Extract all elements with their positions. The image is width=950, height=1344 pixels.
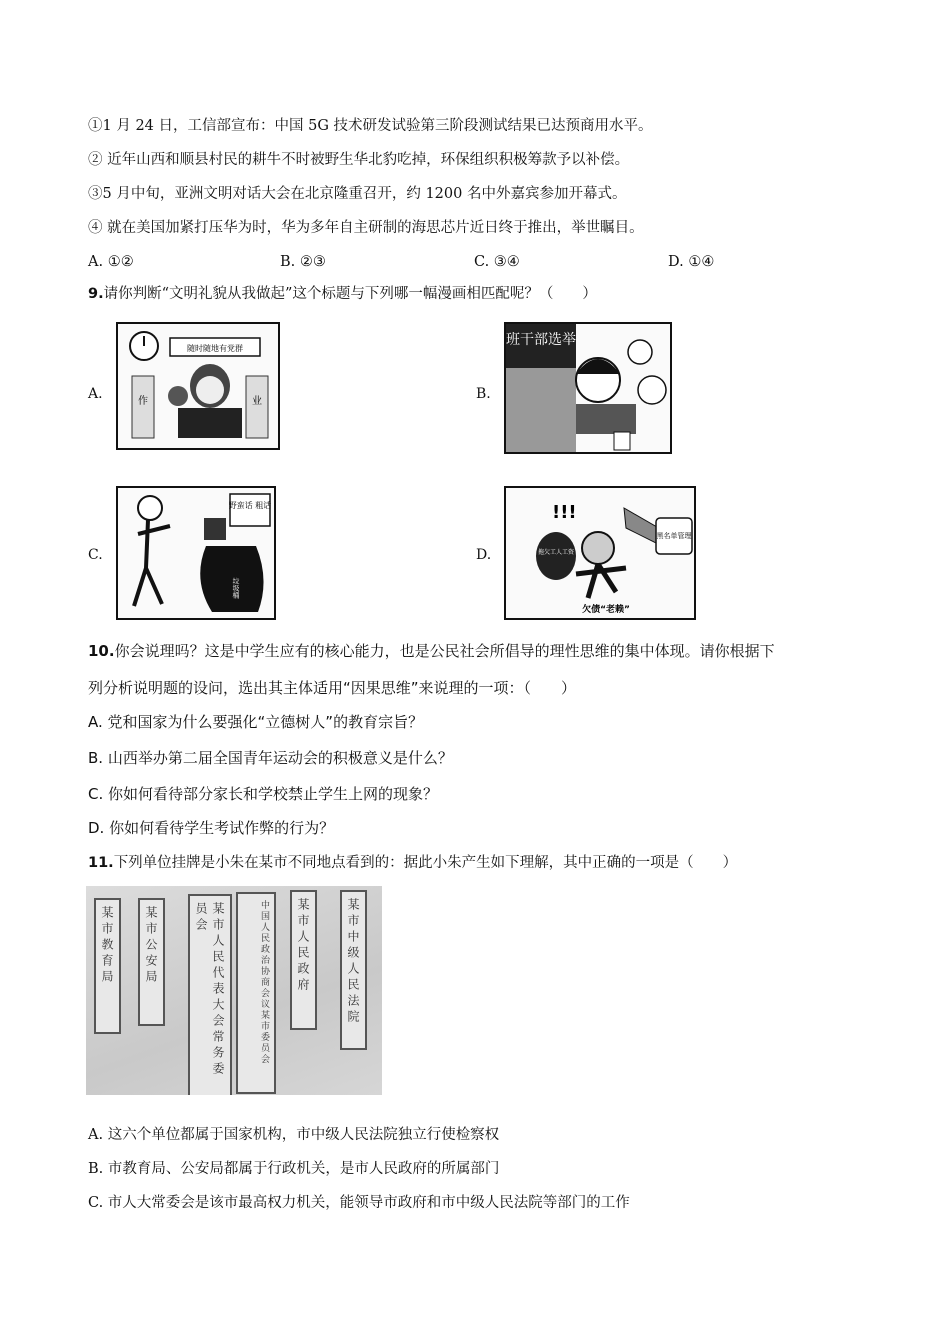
q11-text: 下列单位挂牌是小朱在某市不同地点看到的：据此小朱产生如下理解，其中正确的一项是（ ） bbox=[113, 855, 738, 871]
q8-item-3: ③5 月中旬，亚洲文明对话大会在北京隆重召开，约 1200 名中外嘉宾参加开幕式。 bbox=[88, 186, 627, 202]
q10-text-1: 你会说理吗？这是中学生应有的核心能力，也是公民社会所倡导的理性思维的集中体现。请你根据下 bbox=[114, 642, 775, 660]
q9-label-d[interactable]: D. bbox=[476, 547, 492, 563]
q9-label-a[interactable]: A. bbox=[88, 386, 103, 402]
cartoon-b-image[interactable] bbox=[504, 322, 672, 454]
plaque-education-bureau: 某市教育局 bbox=[94, 898, 121, 1034]
q9-text: 请你判断“文明礼貌从我做起”这个标题与下列哪一幅漫画相匹配呢？（ ） bbox=[103, 286, 597, 302]
q8-option-a[interactable]: A. ①② bbox=[88, 254, 134, 270]
cartoon-a-image[interactable] bbox=[116, 322, 280, 450]
q10-option-b[interactable]: B. 山西举办第二届全国青年运动会的积极意义是什么？ bbox=[88, 749, 453, 767]
cartoon-d-bag: 拖欠工人工资 bbox=[537, 549, 575, 556]
plaque-intermediate-court: 某市中级人民法院 bbox=[340, 890, 367, 1050]
cartoon-d-caption: 欠债“老赖” bbox=[582, 605, 630, 615]
q11-option-c[interactable]: C. 市人大常委会是该市最高权力机关，能领导市政府和市中级人民法院等部门的工作 bbox=[88, 1195, 630, 1211]
q8-option-b[interactable]: B. ②③ bbox=[280, 254, 326, 270]
plaques-photo bbox=[86, 886, 382, 1095]
q10-option-a[interactable]: A. 党和国家为什么要强化“立德树人”的教育宗旨？ bbox=[88, 713, 424, 731]
cartoon-a-right-word: 业 bbox=[252, 396, 262, 407]
q11-option-a[interactable]: A. 这六个单位都属于国家机构，市中级人民法院独立行使检察权 bbox=[88, 1127, 500, 1143]
q10-question-line-2: 列分析说明题的设问，选出其主体适用“因果思维”来说理的一项：（ ） bbox=[88, 679, 577, 697]
q8-option-d[interactable]: D. ①④ bbox=[668, 254, 715, 270]
cartoon-d-sign: 黑名单管理 bbox=[656, 532, 692, 540]
cartoon-c-bag: 垃圾桶 bbox=[232, 577, 240, 599]
cartoon-c-tags: 野蛮话 粗话 bbox=[228, 501, 272, 510]
q11-number: 11. bbox=[88, 855, 114, 871]
q10-option-c[interactable]: C. 你如何看待部分家长和学校禁止学生上网的现象？ bbox=[88, 785, 439, 803]
plaque-peoples-government: 某市人民政府 bbox=[290, 890, 317, 1030]
plaque-cppcc: 中国人民政治协商会议某市委员会 bbox=[236, 892, 276, 1094]
q8-item-2: ② 近年山西和顺县村民的耕牛不时被野生华北豹吃掉，环保组织积极筹款予以补偿。 bbox=[88, 152, 630, 168]
cartoon-b-banner: 班干部选举 bbox=[506, 332, 576, 348]
plaque-peoples-congress-committee: 某市人民代表大会常务委员会 bbox=[188, 894, 232, 1095]
q8-option-c[interactable]: C. ③④ bbox=[474, 254, 520, 270]
cartoon-b-drawing bbox=[506, 324, 670, 452]
q10-question-line-1 bbox=[88, 641, 775, 661]
cartoon-a-banner: 随时随地有党群 bbox=[187, 344, 243, 353]
q11-question bbox=[88, 853, 737, 873]
q9-label-b[interactable]: B. bbox=[476, 386, 491, 402]
q10-number: 10. bbox=[88, 642, 115, 660]
cartoon-c-drawing bbox=[118, 488, 274, 618]
q11-option-b[interactable]: B. 市教育局、公安局都属于行政机关，是市人民政府的所属部门 bbox=[88, 1161, 500, 1177]
q9-label-c[interactable]: C. bbox=[88, 547, 103, 563]
q9-number: 9. bbox=[88, 286, 104, 302]
cartoon-c-image[interactable] bbox=[116, 486, 276, 620]
cartoon-a-drawing bbox=[118, 324, 278, 448]
cartoon-d-image[interactable] bbox=[504, 486, 696, 620]
cartoon-d-drawing bbox=[506, 488, 694, 618]
q10-option-d[interactable]: D. 你如何看待学生考试作弊的行为？ bbox=[88, 819, 335, 837]
q8-item-4: ④ 就在美国加紧打压华为时，华为多年自主研制的海思芯片近日终于推出，举世瞩目。 bbox=[88, 220, 644, 236]
cartoon-a-left-word: 作 bbox=[138, 396, 148, 407]
q8-item-1: ①1 月 24 日，工信部宣布：中国 5G 技术研发试验第三阶段测试结果已达预商用水平。 bbox=[88, 118, 653, 134]
plaque-public-security-bureau: 某市公安局 bbox=[138, 898, 165, 1026]
cartoon-d-exclaim: !!! bbox=[552, 502, 577, 523]
q9-question bbox=[88, 284, 597, 304]
